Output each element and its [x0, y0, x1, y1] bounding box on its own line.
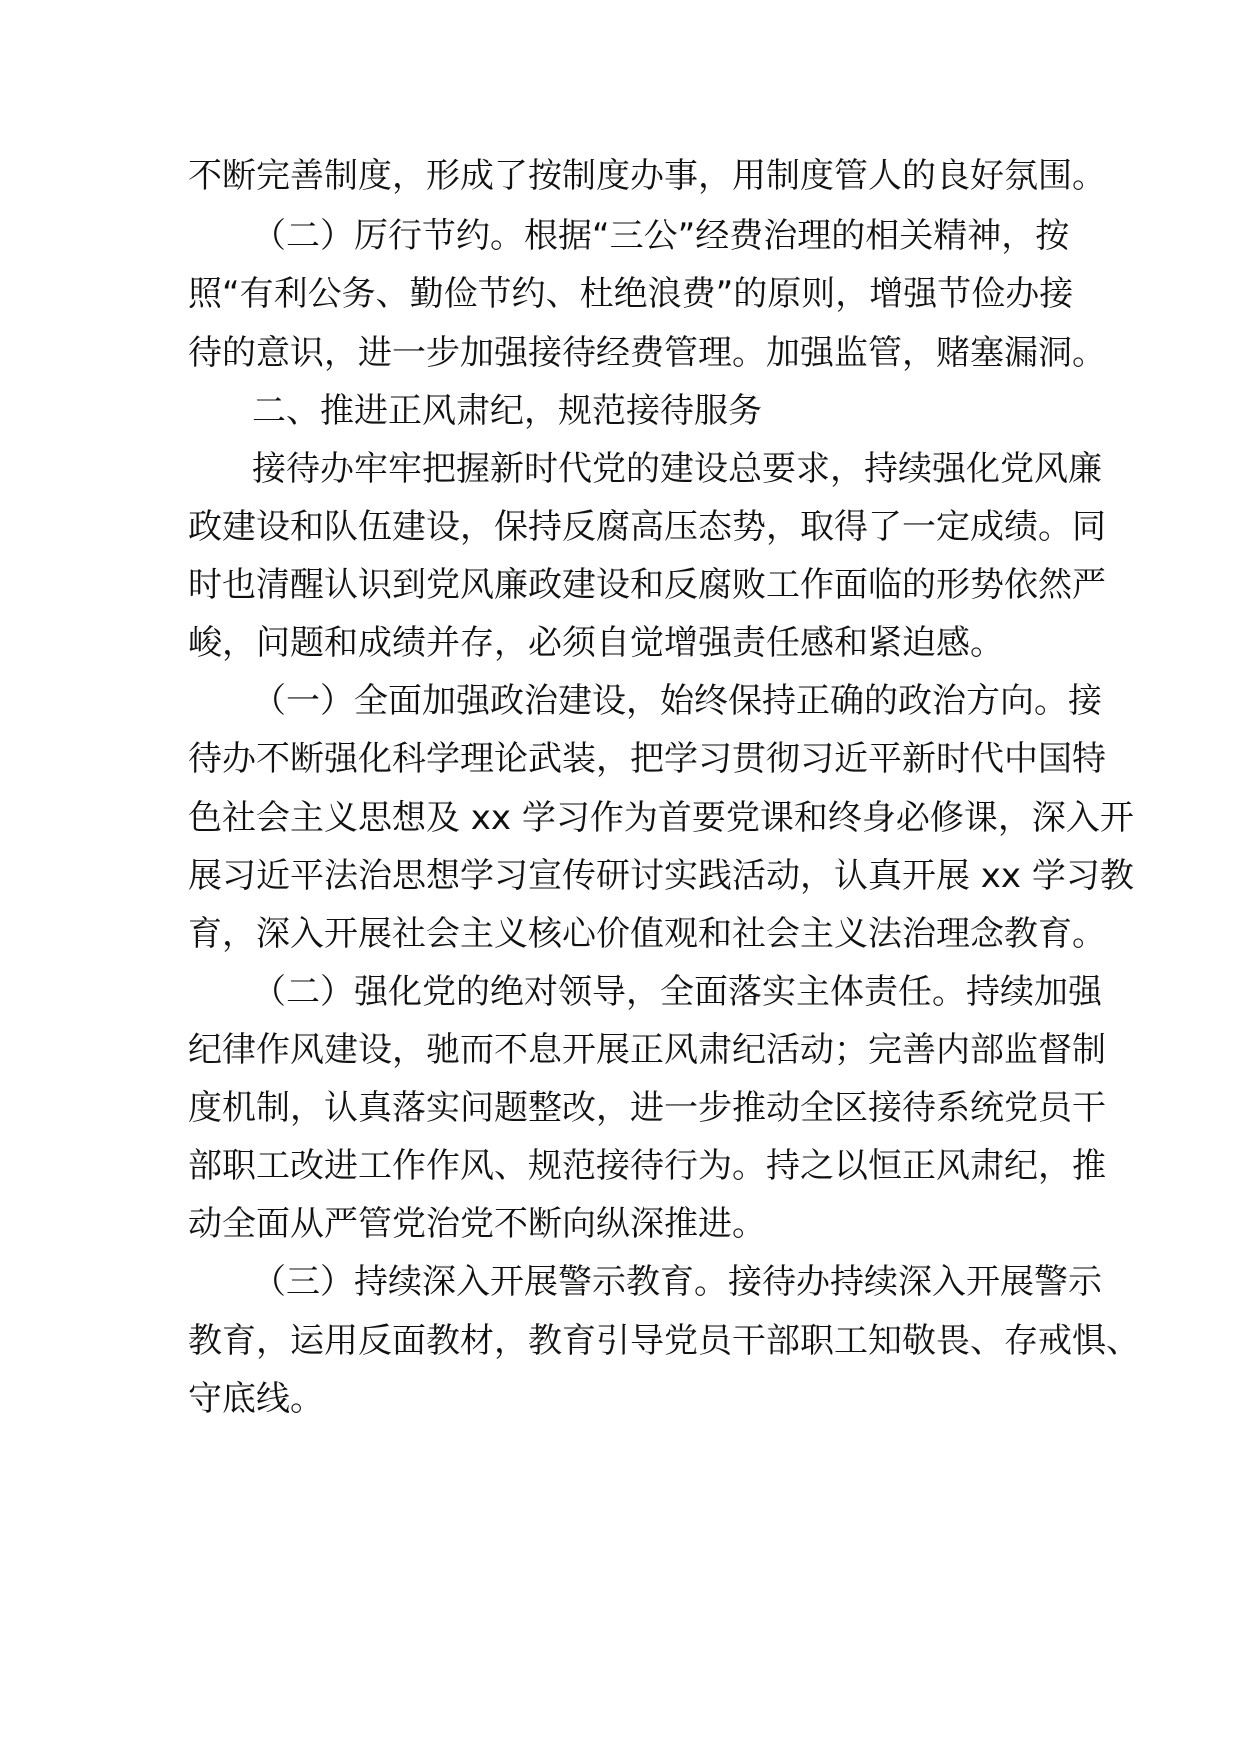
paragraph-line-4: 待的意识，进一步加强接待经费管理。加强监管，赌塞漏洞。 — [188, 333, 1106, 373]
paragraph-line-10: （一）全面加强政治建设，始终保持正确的政治方向。接 — [252, 681, 1102, 721]
paragraph-line-16: 纪律作风建设，驰而不息开展正风肃纪活动；完善内部监督制 — [188, 1030, 1106, 1070]
paragraph-line-3: 照“有利公务、勤俭节约、杜绝浪费”的原则，增强节俭办接 — [188, 274, 1074, 314]
paragraph-line-1: 不断完善制度，形成了按制度办事，用制度管人的良好氛围。 — [188, 156, 1106, 196]
paragraph-line-8: 时也清醒认识到党风廉政建设和反腐败工作面临的形势依然严 — [188, 565, 1106, 605]
paragraph-line-7: 政建设和队伍建设，保持反腐高压态势，取得了一定成绩。同 — [188, 507, 1106, 547]
paragraph-line-17: 度机制，认真落实问题整改，进一步推动全区接待系统党员干 — [188, 1088, 1106, 1128]
paragraph-line-14: 育，深入开展社会主义核心价值观和社会主义法治理念教育。 — [188, 914, 1106, 954]
paragraph-line-20: （三）持续深入开展警示教育。接待办持续深入开展警示 — [252, 1262, 1102, 1302]
paragraph-line-12: 色社会主义思想及 xx 学习作为首要党课和终身必修课，深入开 — [188, 798, 1134, 838]
paragraph-line-22: 守底线。 — [188, 1379, 324, 1419]
paragraph-line-11: 待办不断强化科学理论武装，把学习贯彻习近平新时代中国特 — [188, 739, 1106, 779]
paragraph-line-13: 展习近平法治思想学习宣传研讨实践活动，认真开展 xx 学习教 — [188, 856, 1134, 896]
section-heading: 二、推进正风肃纪，规范接待服务 — [252, 391, 762, 431]
paragraph-line-2: （二）厉行节约。根据“三公”经费治理的相关精神，按 — [252, 216, 1070, 256]
paragraph-line-19: 动全面从严管党治党不断向纵深推进。 — [188, 1204, 766, 1244]
paragraph-line-6: 接待办牢牢把握新时代党的建设总要求，持续强化党风廉 — [252, 449, 1102, 489]
paragraph-line-9: 峻，问题和成绩并存，必须自觉增强责任感和紧迫感。 — [188, 623, 1004, 663]
paragraph-line-21: 教育，运用反面教材，教育引导党员干部职工知敬畏、存戒惧、 — [188, 1321, 1140, 1361]
paragraph-line-18: 部职工改进工作作风、规范接待行为。持之以恒正风肃纪，推 — [188, 1146, 1106, 1186]
paragraph-line-15: （二）强化党的绝对领导，全面落实主体责任。持续加强 — [252, 972, 1102, 1012]
